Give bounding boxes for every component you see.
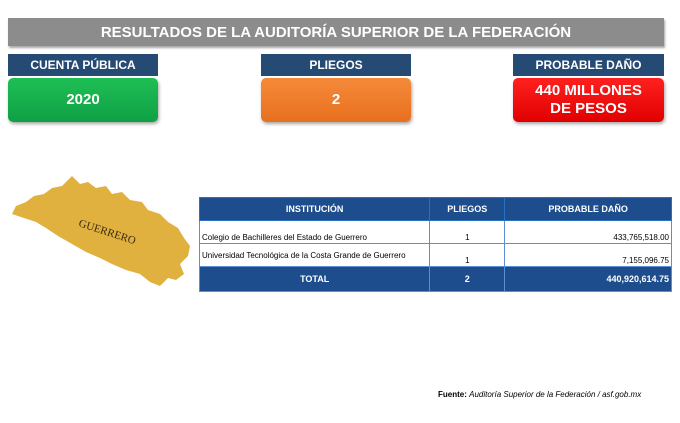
kpi-value-probable-dano <box>513 78 664 122</box>
table-row <box>200 244 672 267</box>
source-text: Auditoría Superior de la Federación / asf.gob.mx <box>469 390 642 399</box>
cell-dano: 7,155,096.75 <box>505 244 672 267</box>
table-row <box>200 221 672 244</box>
kpi-value-cuenta-publica: 2020 <box>8 78 158 122</box>
cell-institucion: Universidad Tecnológica de la Costa Grande de Guerrero <box>200 244 430 267</box>
header-pliegos: PLIEGOS <box>430 198 505 221</box>
total-pliegos: 2 <box>430 267 505 292</box>
header-probable-dano: PROBABLE DAÑO <box>505 198 672 221</box>
cell-institucion: Colegio de Bachilleres del Estado de Guerrero <box>200 221 430 244</box>
table-total-row <box>200 267 672 292</box>
results-table <box>199 197 672 292</box>
cell-pliegos: 1 <box>430 244 505 267</box>
guerrero-label: GUERRERO <box>77 217 138 248</box>
kpi-label-pliegos: PLIEGOS <box>261 54 411 76</box>
header-institucion: INSTITUCIÓN <box>200 198 430 221</box>
page-title: RESULTADOS DE LA AUDITORÍA SUPERIOR DE LA FEDERACIÓN <box>8 18 664 46</box>
source-note <box>438 390 641 399</box>
total-dano: 440,920,614.75 <box>505 267 672 292</box>
table-header-row <box>200 198 672 221</box>
total-label: TOTAL <box>200 267 430 292</box>
kpi-value-pliegos: 2 <box>261 78 411 122</box>
cell-dano: 433,765,518.00 <box>505 221 672 244</box>
guerrero-map <box>8 174 194 290</box>
kpi-label-cuenta-publica: CUENTA PÚBLICA <box>8 54 158 76</box>
kpi-value-probable-dano-text: 440 MILLONES DE PESOS <box>535 82 642 117</box>
cell-pliegos: 1 <box>430 221 505 244</box>
source-label: Fuente: <box>438 390 467 399</box>
kpi-label-probable-dano: PROBABLE DAÑO <box>513 54 664 76</box>
